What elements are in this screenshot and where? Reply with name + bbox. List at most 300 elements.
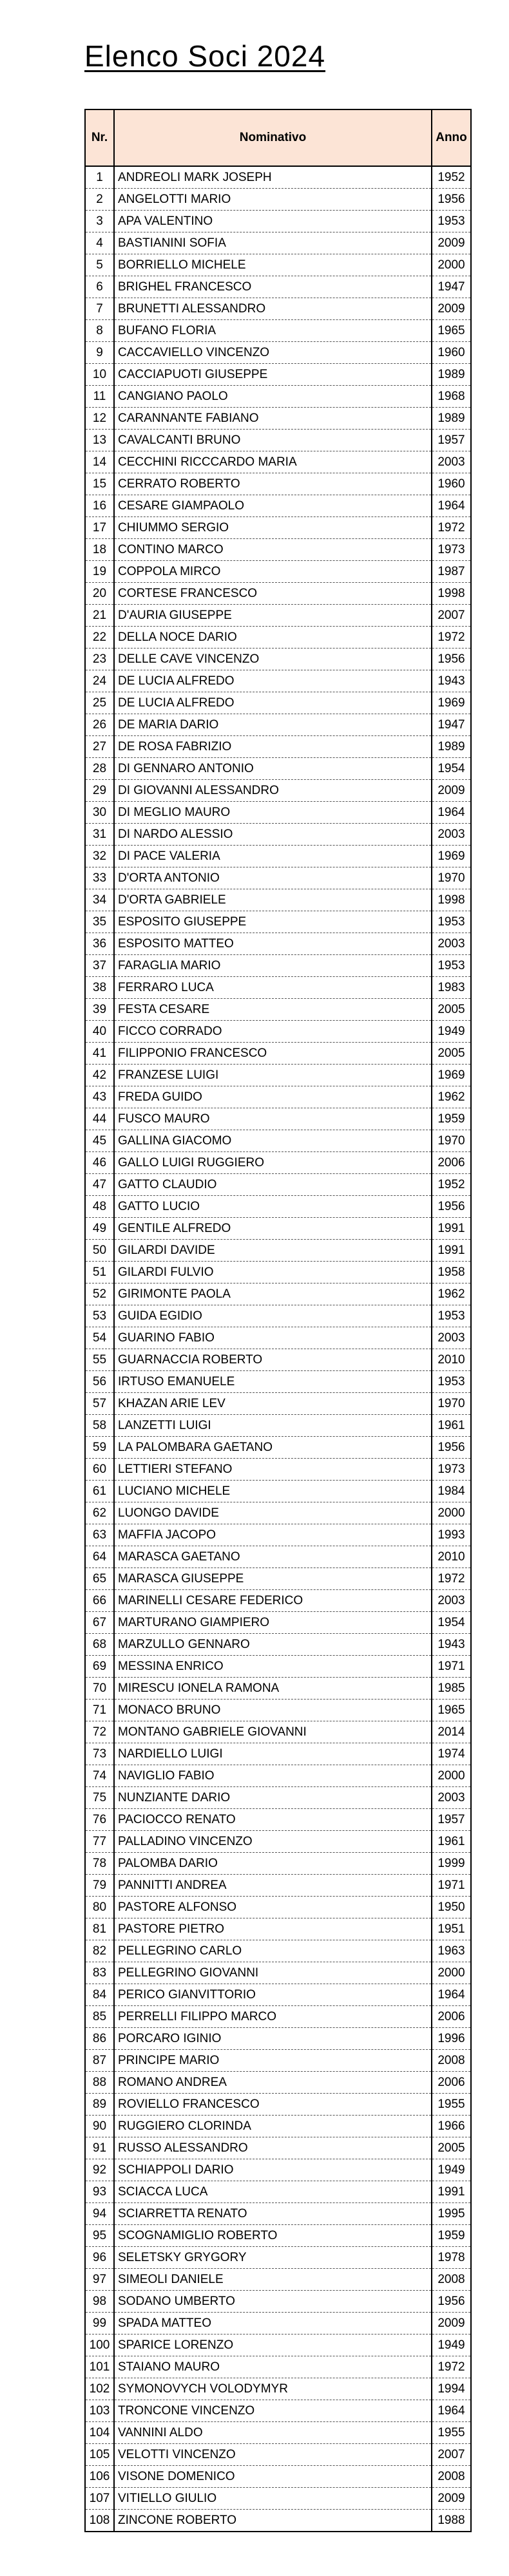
- table-row: [85, 408, 471, 430]
- table-row: [85, 1524, 471, 1546]
- member-name: SCIARRETTA RENATO: [114, 2203, 432, 2225]
- table-row: [85, 933, 471, 955]
- member-number: 43: [85, 1086, 114, 1108]
- member-number: 4: [85, 232, 114, 254]
- table-row: [85, 364, 471, 386]
- member-number: 91: [85, 2137, 114, 2159]
- member-number: 25: [85, 692, 114, 714]
- member-number: 23: [85, 649, 114, 670]
- table-row: [85, 1043, 471, 1065]
- member-number: 26: [85, 714, 114, 736]
- member-name: VANNINI ALDO: [114, 2422, 432, 2444]
- member-year: 1959: [432, 1108, 471, 1130]
- member-year: 1999: [432, 1853, 471, 1875]
- table-row: [85, 605, 471, 627]
- member-number: 28: [85, 758, 114, 780]
- member-number: 107: [85, 2488, 114, 2510]
- member-name: MAFFIA JACOPO: [114, 1524, 432, 1546]
- member-year: 1961: [432, 1415, 471, 1437]
- member-year: 1989: [432, 364, 471, 386]
- member-name: MONACO BRUNO: [114, 1700, 432, 1721]
- member-number: 108: [85, 2510, 114, 2532]
- member-name: COPPOLA MIRCO: [114, 561, 432, 583]
- member-number: 6: [85, 276, 114, 298]
- table-row: [85, 1568, 471, 1590]
- table-row: [85, 2334, 471, 2356]
- table-row: [85, 1502, 471, 1524]
- member-number: 105: [85, 2444, 114, 2466]
- table-row: [85, 1612, 471, 1634]
- member-name: MARINELLI CESARE FEDERICO: [114, 1590, 432, 1612]
- column-header-year: Anno: [432, 109, 471, 166]
- member-number: 87: [85, 2050, 114, 2072]
- member-year: 1993: [432, 1524, 471, 1546]
- member-name: CACCIAPUOTI GIUSEPPE: [114, 364, 432, 386]
- member-year: 1947: [432, 714, 471, 736]
- members-table: [84, 109, 472, 2532]
- member-year: 2000: [432, 1502, 471, 1524]
- member-year: 1969: [432, 1065, 471, 1086]
- member-year: 1970: [432, 1393, 471, 1415]
- member-name: LETTIERI STEFANO: [114, 1459, 432, 1481]
- table-row: [85, 846, 471, 867]
- page-title: Elenco Soci 2024: [84, 39, 326, 73]
- table-row: [85, 2400, 471, 2422]
- member-year: 2008: [432, 2466, 471, 2488]
- member-number: 7: [85, 298, 114, 320]
- member-number: 104: [85, 2422, 114, 2444]
- member-year: 2006: [432, 1152, 471, 1174]
- member-number: 14: [85, 451, 114, 473]
- member-number: 40: [85, 1021, 114, 1043]
- member-year: 2014: [432, 1721, 471, 1743]
- member-name: FRANZESE LUIGI: [114, 1065, 432, 1086]
- table-row: [85, 1831, 471, 1853]
- member-name: VITIELLO GIULIO: [114, 2488, 432, 2510]
- table-row: [85, 2422, 471, 2444]
- table-row: [85, 1743, 471, 1765]
- member-year: 1988: [432, 2510, 471, 2532]
- table-row: [85, 1283, 471, 1305]
- table-row: [85, 1656, 471, 1678]
- table-row: [85, 1305, 471, 1327]
- member-year: 1949: [432, 1021, 471, 1043]
- member-name: GUARNACCIA ROBERTO: [114, 1349, 432, 1371]
- member-number: 70: [85, 1678, 114, 1700]
- member-year: 1964: [432, 2400, 471, 2422]
- member-number: 1: [85, 166, 114, 189]
- member-number: 64: [85, 1546, 114, 1568]
- table-row: [85, 386, 471, 408]
- member-name: GIRIMONTE PAOLA: [114, 1283, 432, 1305]
- member-number: 30: [85, 802, 114, 824]
- table-row: [85, 232, 471, 254]
- member-name: FREDA GUIDO: [114, 1086, 432, 1108]
- member-year: 1953: [432, 211, 471, 232]
- member-number: 17: [85, 517, 114, 539]
- member-year: 1962: [432, 1283, 471, 1305]
- member-number: 98: [85, 2291, 114, 2313]
- member-name: GATTO LUCIO: [114, 1196, 432, 1218]
- member-year: 1962: [432, 1086, 471, 1108]
- member-year: 1969: [432, 846, 471, 867]
- member-year: 1952: [432, 166, 471, 189]
- table-row: [85, 2247, 471, 2269]
- member-name: DELLE CAVE VINCENZO: [114, 649, 432, 670]
- member-number: 36: [85, 933, 114, 955]
- table-row: [85, 1240, 471, 1262]
- column-header-nr: Nr.: [85, 109, 114, 166]
- table-row: [85, 1787, 471, 1809]
- table-row: [85, 670, 471, 692]
- member-number: 10: [85, 364, 114, 386]
- member-number: 46: [85, 1152, 114, 1174]
- table-row: [85, 2159, 471, 2181]
- table-row: [85, 298, 471, 320]
- member-number: 80: [85, 1897, 114, 1918]
- member-name: GALLO LUIGI RUGGIERO: [114, 1152, 432, 1174]
- member-number: 2: [85, 189, 114, 211]
- member-name: MIRESCU IONELA RAMONA: [114, 1678, 432, 1700]
- member-name: GENTILE ALFREDO: [114, 1218, 432, 1240]
- member-name: DE LUCIA ALFREDO: [114, 692, 432, 714]
- member-year: 1955: [432, 2094, 471, 2116]
- table-row: [85, 2466, 471, 2488]
- table-row: [85, 1721, 471, 1743]
- table-row: [85, 2313, 471, 2334]
- table-row: [85, 2291, 471, 2313]
- member-year: 1956: [432, 1437, 471, 1459]
- member-number: 69: [85, 1656, 114, 1678]
- member-number: 13: [85, 430, 114, 451]
- member-name: FILIPPONIO FRANCESCO: [114, 1043, 432, 1065]
- header-row: [85, 109, 471, 166]
- table-row: [85, 2006, 471, 2028]
- member-name: PERICO GIANVITTORIO: [114, 1984, 432, 2006]
- member-year: 2008: [432, 2050, 471, 2072]
- member-year: 1987: [432, 561, 471, 583]
- table-row: [85, 495, 471, 517]
- table-row: [85, 2072, 471, 2094]
- member-number: 86: [85, 2028, 114, 2050]
- member-name: PANNITTI ANDREA: [114, 1875, 432, 1897]
- member-year: 1989: [432, 736, 471, 758]
- member-number: 76: [85, 1809, 114, 1831]
- member-year: 1978: [432, 2247, 471, 2269]
- member-number: 58: [85, 1415, 114, 1437]
- member-name: BRIGHEL FRANCESCO: [114, 276, 432, 298]
- member-year: 2008: [432, 2269, 471, 2291]
- table-row: [85, 1065, 471, 1086]
- member-name: GUIDA EGIDIO: [114, 1305, 432, 1327]
- member-number: 42: [85, 1065, 114, 1086]
- member-year: 1973: [432, 1459, 471, 1481]
- member-name: CESARE GIAMPAOLO: [114, 495, 432, 517]
- member-year: 1974: [432, 1743, 471, 1765]
- member-number: 103: [85, 2400, 114, 2422]
- member-year: 1953: [432, 1305, 471, 1327]
- table-row: [85, 2137, 471, 2159]
- table-row: [85, 1371, 471, 1393]
- member-year: 2009: [432, 232, 471, 254]
- member-number: 37: [85, 955, 114, 977]
- member-year: 1947: [432, 276, 471, 298]
- table-row: [85, 780, 471, 802]
- member-name: SIMEOLI DANIELE: [114, 2269, 432, 2291]
- member-name: ESPOSITO MATTEO: [114, 933, 432, 955]
- member-number: 54: [85, 1327, 114, 1349]
- table-row: [85, 2181, 471, 2203]
- member-number: 38: [85, 977, 114, 999]
- member-year: 1956: [432, 1196, 471, 1218]
- member-number: 9: [85, 342, 114, 364]
- member-name: BORRIELLO MICHELE: [114, 254, 432, 276]
- member-name: RUSSO ALESSANDRO: [114, 2137, 432, 2159]
- member-number: 49: [85, 1218, 114, 1240]
- table-row: [85, 473, 471, 495]
- member-number: 60: [85, 1459, 114, 1481]
- member-year: 1954: [432, 758, 471, 780]
- member-name: SCHIAPPOLI DARIO: [114, 2159, 432, 2181]
- member-name: DE LUCIA ALFREDO: [114, 670, 432, 692]
- table-row: [85, 1108, 471, 1130]
- member-name: SODANO UMBERTO: [114, 2291, 432, 2313]
- member-number: 24: [85, 670, 114, 692]
- member-year: 1955: [432, 2422, 471, 2444]
- table-row: [85, 211, 471, 232]
- table-row: [85, 1875, 471, 1897]
- member-number: 89: [85, 2094, 114, 2116]
- member-number: 97: [85, 2269, 114, 2291]
- member-number: 50: [85, 1240, 114, 1262]
- member-number: 85: [85, 2006, 114, 2028]
- member-number: 74: [85, 1765, 114, 1787]
- member-year: 1989: [432, 408, 471, 430]
- member-year: 1996: [432, 2028, 471, 2050]
- member-name: SCOGNAMIGLIO ROBERTO: [114, 2225, 432, 2247]
- member-name: PORCARO IGINIO: [114, 2028, 432, 2050]
- member-year: 1973: [432, 539, 471, 561]
- table-row: [85, 1962, 471, 1984]
- member-name: TRONCONE VINCENZO: [114, 2400, 432, 2422]
- member-year: 1964: [432, 495, 471, 517]
- table-row: [85, 1152, 471, 1174]
- member-name: GALLINA GIACOMO: [114, 1130, 432, 1152]
- member-name: BASTIANINI SOFIA: [114, 232, 432, 254]
- member-number: 100: [85, 2334, 114, 2356]
- member-number: 51: [85, 1262, 114, 1283]
- member-number: 44: [85, 1108, 114, 1130]
- column-header-name: Nominativo: [114, 109, 432, 166]
- member-year: 2006: [432, 2006, 471, 2028]
- member-year: 1956: [432, 649, 471, 670]
- member-name: LANZETTI LUIGI: [114, 1415, 432, 1437]
- member-name: CONTINO MARCO: [114, 539, 432, 561]
- member-year: 2009: [432, 2488, 471, 2510]
- member-number: 61: [85, 1481, 114, 1502]
- member-name: CERRATO ROBERTO: [114, 473, 432, 495]
- table-row: [85, 1086, 471, 1108]
- table-row: [85, 1218, 471, 1240]
- member-name: GILARDI FULVIO: [114, 1262, 432, 1283]
- member-number: 77: [85, 1831, 114, 1853]
- member-name: BRUNETTI ALESSANDRO: [114, 298, 432, 320]
- table-row: [85, 451, 471, 473]
- member-year: 1983: [432, 977, 471, 999]
- table-row: [85, 2028, 471, 2050]
- member-number: 84: [85, 1984, 114, 2006]
- table-row: [85, 1897, 471, 1918]
- table-body: [85, 166, 471, 2532]
- member-name: LA PALOMBARA GAETANO: [114, 1437, 432, 1459]
- member-number: 94: [85, 2203, 114, 2225]
- member-name: KHAZAN ARIE LEV: [114, 1393, 432, 1415]
- member-year: 1995: [432, 2203, 471, 2225]
- member-year: 1956: [432, 2291, 471, 2313]
- member-year: 2009: [432, 780, 471, 802]
- member-number: 92: [85, 2159, 114, 2181]
- member-name: GUARINO FABIO: [114, 1327, 432, 1349]
- member-name: DE ROSA FABRIZIO: [114, 736, 432, 758]
- table-row: [85, 977, 471, 999]
- member-year: 1970: [432, 1130, 471, 1152]
- member-year: 1994: [432, 2378, 471, 2400]
- member-name: RUGGIERO CLORINDA: [114, 2116, 432, 2137]
- member-year: 2007: [432, 2444, 471, 2466]
- member-year: 1972: [432, 517, 471, 539]
- member-number: 106: [85, 2466, 114, 2488]
- member-year: 2003: [432, 1787, 471, 1809]
- member-name: CARANNANTE FABIANO: [114, 408, 432, 430]
- member-number: 75: [85, 1787, 114, 1809]
- table-row: [85, 1437, 471, 1459]
- member-number: 102: [85, 2378, 114, 2400]
- table-row: [85, 2094, 471, 2116]
- table-row: [85, 2269, 471, 2291]
- member-year: 2000: [432, 1765, 471, 1787]
- member-year: 1972: [432, 2356, 471, 2378]
- member-year: 1972: [432, 627, 471, 649]
- table-row: [85, 1459, 471, 1481]
- member-year: 1954: [432, 1612, 471, 1634]
- member-name: PALOMBA DARIO: [114, 1853, 432, 1875]
- table-row: [85, 2488, 471, 2510]
- table-row: [85, 2050, 471, 2072]
- table-row: [85, 1393, 471, 1415]
- member-year: 1953: [432, 911, 471, 933]
- member-name: CORTESE FRANCESCO: [114, 583, 432, 605]
- member-number: 96: [85, 2247, 114, 2269]
- member-name: LUONGO DAVIDE: [114, 1502, 432, 1524]
- member-year: 1971: [432, 1875, 471, 1897]
- member-year: 1965: [432, 1700, 471, 1721]
- member-year: 2010: [432, 1546, 471, 1568]
- member-name: DE MARIA DARIO: [114, 714, 432, 736]
- table-row: [85, 342, 471, 364]
- member-name: NUNZIANTE DARIO: [114, 1787, 432, 1809]
- member-number: 32: [85, 846, 114, 867]
- table-header: [85, 109, 471, 166]
- member-year: 1957: [432, 430, 471, 451]
- member-year: 1998: [432, 583, 471, 605]
- member-number: 90: [85, 2116, 114, 2137]
- table-row: [85, 320, 471, 342]
- member-name: CECCHINI RICCCARDO MARIA: [114, 451, 432, 473]
- member-year: 2009: [432, 298, 471, 320]
- table-row: [85, 1984, 471, 2006]
- member-number: 33: [85, 867, 114, 889]
- table-row: [85, 517, 471, 539]
- table-row: [85, 714, 471, 736]
- member-number: 81: [85, 1918, 114, 1940]
- member-year: 1958: [432, 1262, 471, 1283]
- member-name: ANGELOTTI MARIO: [114, 189, 432, 211]
- member-number: 95: [85, 2225, 114, 2247]
- table-row: [85, 1678, 471, 1700]
- member-year: 1961: [432, 1831, 471, 1853]
- member-number: 55: [85, 1349, 114, 1371]
- member-number: 88: [85, 2072, 114, 2094]
- member-name: GATTO CLAUDIO: [114, 1174, 432, 1196]
- member-number: 5: [85, 254, 114, 276]
- member-name: BUFANO FLORIA: [114, 320, 432, 342]
- member-name: SPADA MATTEO: [114, 2313, 432, 2334]
- member-year: 1952: [432, 1174, 471, 1196]
- member-name: MARZULLO GENNARO: [114, 1634, 432, 1656]
- member-year: 1943: [432, 1634, 471, 1656]
- member-name: PELLEGRINO GIOVANNI: [114, 1962, 432, 1984]
- table-row: [85, 1765, 471, 1787]
- member-name: CAVALCANTI BRUNO: [114, 430, 432, 451]
- table-row: [85, 824, 471, 846]
- member-name: SCIACCA LUCA: [114, 2181, 432, 2203]
- member-year: 1991: [432, 2181, 471, 2203]
- member-year: 1968: [432, 386, 471, 408]
- member-year: 1984: [432, 1481, 471, 1502]
- table-row: [85, 1021, 471, 1043]
- member-year: 2000: [432, 1962, 471, 1984]
- member-name: PRINCIPE MARIO: [114, 2050, 432, 2072]
- member-year: 2009: [432, 2313, 471, 2334]
- member-number: 22: [85, 627, 114, 649]
- member-year: 1943: [432, 670, 471, 692]
- table-row: [85, 1327, 471, 1349]
- member-name: FUSCO MAURO: [114, 1108, 432, 1130]
- member-name: PASTORE PIETRO: [114, 1918, 432, 1940]
- table-row: [85, 955, 471, 977]
- table-row: [85, 166, 471, 189]
- member-number: 11: [85, 386, 114, 408]
- member-name: CACCAVIELLO VINCENZO: [114, 342, 432, 364]
- member-number: 35: [85, 911, 114, 933]
- member-name: MARTURANO GIAMPIERO: [114, 1612, 432, 1634]
- member-name: GILARDI DAVIDE: [114, 1240, 432, 1262]
- member-year: 2005: [432, 1043, 471, 1065]
- table-row: [85, 561, 471, 583]
- member-name: MESSINA ENRICO: [114, 1656, 432, 1678]
- member-number: 68: [85, 1634, 114, 1656]
- member-year: 1985: [432, 1678, 471, 1700]
- member-name: NARDIELLO LUIGI: [114, 1743, 432, 1765]
- member-name: MARASCA GIUSEPPE: [114, 1568, 432, 1590]
- member-name: DELLA NOCE DARIO: [114, 627, 432, 649]
- table-row: [85, 2116, 471, 2137]
- member-name: ROMANO ANDREA: [114, 2072, 432, 2094]
- member-number: 83: [85, 1962, 114, 1984]
- member-name: PALLADINO VINCENZO: [114, 1831, 432, 1853]
- table-row: [85, 2510, 471, 2532]
- member-name: CANGIANO PAOLO: [114, 386, 432, 408]
